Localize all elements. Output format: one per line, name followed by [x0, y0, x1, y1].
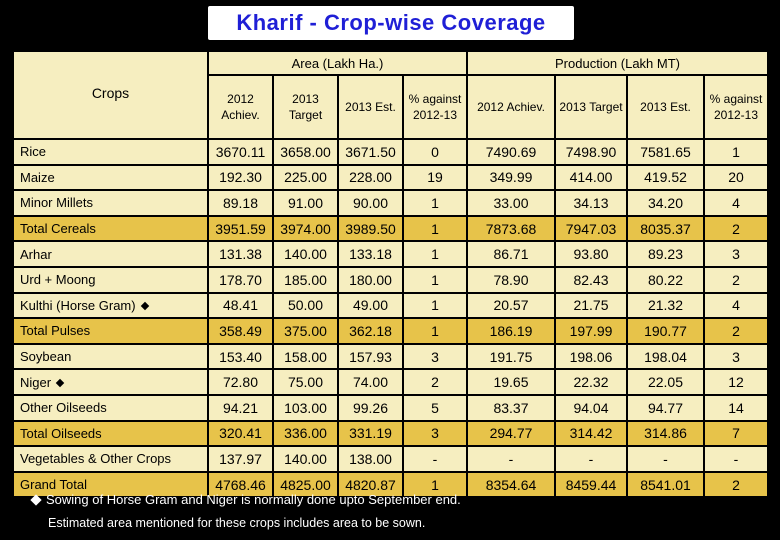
value-cell: 4825.00 — [274, 473, 337, 497]
crop-name — [14, 166, 207, 190]
value-cell: 7581.65 — [628, 140, 703, 164]
value-cell: 78.90 — [468, 268, 554, 292]
value-cell: 180.00 — [339, 268, 402, 292]
value-cell: 90.00 — [339, 191, 402, 215]
value-cell: 1 — [404, 217, 466, 241]
value-cell: 7490.69 — [468, 140, 554, 164]
value-cell: 157.93 — [339, 345, 402, 369]
value-cell: 19.65 — [468, 370, 554, 394]
value-cell: 314.86 — [628, 422, 703, 446]
value-cell: 186.19 — [468, 319, 554, 343]
crop-name — [14, 345, 207, 369]
value-cell: 419.52 — [628, 166, 703, 190]
value-cell: 185.00 — [274, 268, 337, 292]
value-cell: 1 — [404, 242, 466, 266]
value-cell: 89.23 — [628, 242, 703, 266]
value-cell: 362.18 — [339, 319, 402, 343]
footnote-text: Estimated area mentioned for these crops includes area to be sown. — [48, 516, 426, 530]
value-cell: - — [628, 447, 703, 471]
value-cell: - — [468, 447, 554, 471]
value-cell: 3671.50 — [339, 140, 402, 164]
value-cell: 7947.03 — [556, 217, 626, 241]
value-cell: 22.32 — [556, 370, 626, 394]
value-cell: 20.57 — [468, 294, 554, 318]
value-cell: 375.00 — [274, 319, 337, 343]
value-cell: 4768.46 — [209, 473, 272, 497]
value-cell: 2 — [705, 473, 767, 497]
value-cell: 82.43 — [556, 268, 626, 292]
value-cell: 33.00 — [468, 191, 554, 215]
crop-name-text: Total Pulses — [20, 323, 91, 339]
value-cell: 89.18 — [209, 191, 272, 215]
area-col-percent: % against 2012-13 — [404, 76, 466, 138]
value-cell: 21.75 — [556, 294, 626, 318]
table-row — [14, 396, 767, 420]
value-cell: 83.37 — [468, 396, 554, 420]
value-cell: 2 — [705, 217, 767, 241]
table-row — [14, 140, 767, 164]
value-cell: 34.13 — [556, 191, 626, 215]
value-cell: 14 — [705, 396, 767, 420]
value-cell: 34.20 — [628, 191, 703, 215]
value-cell: 197.99 — [556, 319, 626, 343]
value-cell: 22.05 — [628, 370, 703, 394]
crop-name — [14, 319, 207, 343]
value-cell: 8541.01 — [628, 473, 703, 497]
value-cell: 1 — [404, 268, 466, 292]
crop-name-text: Arhar — [20, 246, 52, 262]
value-cell: 4 — [705, 191, 767, 215]
value-cell: 19 — [404, 166, 466, 190]
value-cell: 198.06 — [556, 345, 626, 369]
value-cell: 7873.68 — [468, 217, 554, 241]
area-col-2013-est: 2013 Est. — [339, 76, 402, 138]
crop-name-text: Grand Total — [20, 477, 87, 493]
crop-name-text: Vegetables & Other Crops — [20, 451, 172, 467]
value-cell: 314.42 — [556, 422, 626, 446]
production-group-header: Production (Lakh MT) — [468, 52, 767, 74]
area-col-2013-target: 2013 Target — [274, 76, 337, 138]
crop-name — [14, 268, 207, 292]
title-box — [208, 6, 574, 40]
crop-name-text: Urd + Moong — [20, 272, 96, 288]
crop-name — [14, 140, 207, 164]
page-title: Kharif - Crop-wise Coverage — [236, 10, 546, 35]
crops-header: Crops — [14, 52, 207, 138]
table-row — [14, 345, 767, 369]
value-cell: 3670.11 — [209, 140, 272, 164]
prod-col-2012-achiev: 2012 Achiev. — [468, 76, 554, 138]
value-cell: 3 — [705, 242, 767, 266]
value-cell: 1 — [404, 319, 466, 343]
value-cell: 1 — [705, 140, 767, 164]
table-row — [14, 268, 767, 292]
value-cell: 137.97 — [209, 447, 272, 471]
value-cell: 2 — [705, 319, 767, 343]
value-cell: 1 — [404, 191, 466, 215]
value-cell: 3 — [404, 345, 466, 369]
value-cell: 331.19 — [339, 422, 402, 446]
value-cell: 7498.90 — [556, 140, 626, 164]
total-row — [14, 422, 767, 446]
crop-name — [14, 191, 207, 215]
total-row — [14, 217, 767, 241]
value-cell: 2 — [404, 370, 466, 394]
value-cell: 358.49 — [209, 319, 272, 343]
value-cell: 94.77 — [628, 396, 703, 420]
crop-name-text: Rice — [20, 144, 47, 160]
value-cell: 192.30 — [209, 166, 272, 190]
value-cell: 50.00 — [274, 294, 337, 318]
crop-name — [14, 370, 207, 394]
value-cell: 3 — [404, 422, 466, 446]
value-cell: 72.80 — [209, 370, 272, 394]
prod-col-percent: % against 2012-13 — [705, 76, 767, 138]
value-cell: 228.00 — [339, 166, 402, 190]
value-cell: 8354.64 — [468, 473, 554, 497]
table-row — [14, 294, 767, 318]
table-row — [14, 166, 767, 190]
value-cell: 20 — [705, 166, 767, 190]
value-cell: 91.00 — [274, 191, 337, 215]
crop-name-text: Total Cereals — [20, 221, 96, 237]
table-row — [14, 447, 767, 471]
value-cell: 1 — [404, 294, 466, 318]
value-cell: 0 — [404, 140, 466, 164]
footnote-2 — [48, 516, 425, 530]
diamond-icon — [30, 494, 41, 505]
crop-name-text: Soybean — [20, 349, 72, 365]
crop-name — [14, 294, 207, 318]
value-cell: 80.22 — [628, 268, 703, 292]
value-cell: 138.00 — [339, 447, 402, 471]
crop-name-text: Kulthi (Horse Gram) — [20, 297, 136, 313]
value-cell: 225.00 — [274, 166, 337, 190]
value-cell: 294.77 — [468, 422, 554, 446]
value-cell: 86.71 — [468, 242, 554, 266]
value-cell: 3989.50 — [339, 217, 402, 241]
value-cell: 103.00 — [274, 396, 337, 420]
value-cell: 3658.00 — [274, 140, 337, 164]
total-row — [14, 319, 767, 343]
value-cell: 153.40 — [209, 345, 272, 369]
value-cell: 191.75 — [468, 345, 554, 369]
value-cell: 349.99 — [468, 166, 554, 190]
crop-name-text: Niger — [20, 374, 52, 390]
value-cell: 131.38 — [209, 242, 272, 266]
value-cell: 140.00 — [274, 242, 337, 266]
value-cell: 3951.59 — [209, 217, 272, 241]
diamond-icon — [140, 302, 148, 310]
crop-name-text: Maize — [20, 169, 55, 185]
value-cell: 74.00 — [339, 370, 402, 394]
crop-name-text: Minor Millets — [20, 195, 93, 211]
crop-name — [14, 217, 207, 241]
crop-name-text: Total Oilseeds — [20, 425, 102, 441]
footnote-1 — [28, 492, 461, 507]
value-cell: 320.41 — [209, 422, 272, 446]
value-cell: 8035.37 — [628, 217, 703, 241]
value-cell: 93.80 — [556, 242, 626, 266]
area-col-2012-achiev: 2012 Achiev. — [209, 76, 272, 138]
value-cell: 1 — [404, 473, 466, 497]
value-cell: 4 — [705, 294, 767, 318]
value-cell: 21.32 — [628, 294, 703, 318]
value-cell: 75.00 — [274, 370, 337, 394]
value-cell: 94.21 — [209, 396, 272, 420]
value-cell: 5 — [404, 396, 466, 420]
value-cell: 4820.87 — [339, 473, 402, 497]
crop-name — [14, 422, 207, 446]
value-cell: 3974.00 — [274, 217, 337, 241]
value-cell: 99.26 — [339, 396, 402, 420]
value-cell: - — [404, 447, 466, 471]
value-cell: 7 — [705, 422, 767, 446]
value-cell: 414.00 — [556, 166, 626, 190]
crop-name — [14, 447, 207, 471]
crop-name — [14, 242, 207, 266]
coverage-table — [12, 50, 769, 498]
table-row — [14, 191, 767, 215]
footnote-text: Sowing of Horse Gram and Niger is normally done upto September end. — [46, 492, 461, 507]
value-cell: 3 — [705, 345, 767, 369]
value-cell: 178.70 — [209, 268, 272, 292]
prod-col-2013-est: 2013 Est. — [628, 76, 703, 138]
value-cell: 48.41 — [209, 294, 272, 318]
diamond-icon — [56, 378, 64, 386]
value-cell: 12 — [705, 370, 767, 394]
crop-name-text: Other Oilseeds — [20, 400, 107, 416]
value-cell: 133.18 — [339, 242, 402, 266]
value-cell: 140.00 — [274, 447, 337, 471]
value-cell: 198.04 — [628, 345, 703, 369]
value-cell: 94.04 — [556, 396, 626, 420]
table-row — [14, 242, 767, 266]
value-cell: - — [556, 447, 626, 471]
value-cell: 8459.44 — [556, 473, 626, 497]
value-cell: 49.00 — [339, 294, 402, 318]
value-cell: 190.77 — [628, 319, 703, 343]
value-cell: 2 — [705, 268, 767, 292]
value-cell: 336.00 — [274, 422, 337, 446]
area-group-header: Area (Lakh Ha.) — [209, 52, 466, 74]
crop-name — [14, 396, 207, 420]
value-cell: - — [705, 447, 767, 471]
table-row — [14, 370, 767, 394]
prod-col-2013-target: 2013 Target — [556, 76, 626, 138]
value-cell: 158.00 — [274, 345, 337, 369]
